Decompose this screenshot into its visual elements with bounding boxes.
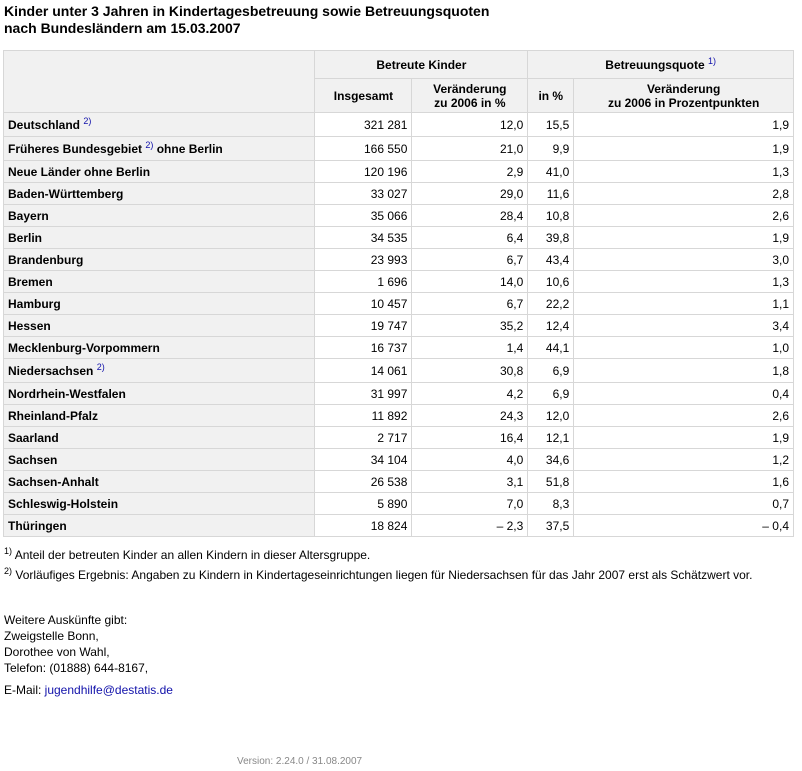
- row-name-label: Brandenburg: [8, 252, 84, 267]
- row-name-label: Sachsen-Anhalt: [8, 474, 99, 489]
- row-name: [4, 337, 315, 359]
- row-name-label: Nordrhein-Westfalen: [8, 386, 126, 401]
- row-name-label: Thüringen: [8, 518, 67, 533]
- cell-veraenderung-prozentpunkte: 2,6: [574, 405, 794, 427]
- table-row: [4, 493, 794, 515]
- cell-insgesamt: 1 696: [315, 271, 412, 293]
- page-title: [4, 3, 784, 37]
- title-line-1: Kinder unter 3 Jahren in Kindertagesbetreuung sowie Betreuungsquoten: [4, 3, 490, 19]
- row-name-label: Neue Länder ohne Berlin: [8, 164, 151, 179]
- cell-quote: 9,9: [528, 137, 574, 161]
- table-row: [4, 383, 794, 405]
- row-name-label: Hessen: [8, 318, 51, 333]
- cell-insgesamt: 26 538: [315, 471, 412, 493]
- cell-veraenderung-prozent: 6,7: [412, 293, 528, 315]
- cell-insgesamt: 31 997: [315, 383, 412, 405]
- table-row: [4, 471, 794, 493]
- header-insgesamt: Insgesamt: [315, 79, 412, 113]
- cell-quote: 10,6: [528, 271, 574, 293]
- footnote-ref: 2): [83, 115, 92, 126]
- table-row: [4, 205, 794, 227]
- cell-veraenderung-prozent: 24,3: [412, 405, 528, 427]
- row-name-suffix: ohne Berlin: [153, 141, 223, 156]
- row-name-label: Schleswig-Holstein: [8, 496, 119, 511]
- cell-quote: 39,8: [528, 227, 574, 249]
- table-row: [4, 183, 794, 205]
- cell-veraenderung-prozent: 2,9: [412, 161, 528, 183]
- table-row: [4, 315, 794, 337]
- footnote-ref: 1): [707, 55, 716, 66]
- cell-quote: 44,1: [528, 337, 574, 359]
- header-veraenderung-pp-line1: Veränderung: [646, 81, 721, 96]
- cell-veraenderung-prozentpunkte: 0,7: [574, 493, 794, 515]
- row-name-label: Bayern: [8, 208, 49, 223]
- data-table: [3, 50, 794, 537]
- cell-veraenderung-prozentpunkte: 1,9: [574, 113, 794, 137]
- cell-veraenderung-prozent: 21,0: [412, 137, 528, 161]
- table-row: [4, 449, 794, 471]
- cell-veraenderung-prozent: – 2,3: [412, 515, 528, 537]
- row-name-label: Sachsen: [8, 452, 58, 467]
- cell-insgesamt: 19 747: [315, 315, 412, 337]
- cell-veraenderung-prozentpunkte: 3,0: [574, 249, 794, 271]
- cell-quote: 6,9: [528, 359, 574, 383]
- cell-insgesamt: 34 535: [315, 227, 412, 249]
- cell-veraenderung-prozentpunkte: 1,9: [574, 427, 794, 449]
- row-name: [4, 449, 315, 471]
- cell-veraenderung-prozentpunkte: 1,0: [574, 337, 794, 359]
- cell-veraenderung-prozentpunkte: 0,4: [574, 383, 794, 405]
- footnote-ref: 2): [145, 139, 154, 150]
- cell-veraenderung-prozentpunkte: 1,3: [574, 271, 794, 293]
- row-name: [4, 161, 315, 183]
- cell-veraenderung-prozentpunkte: 2,6: [574, 205, 794, 227]
- row-name-label: Bremen: [8, 274, 53, 289]
- cell-veraenderung-prozentpunkte: 3,4: [574, 315, 794, 337]
- footnote-mark: 1): [4, 546, 13, 556]
- table-row: [4, 137, 794, 161]
- cell-insgesamt: 35 066: [315, 205, 412, 227]
- cell-quote: 12,1: [528, 427, 574, 449]
- cell-veraenderung-prozentpunkte: 1,2: [574, 449, 794, 471]
- cell-quote: 43,4: [528, 249, 574, 271]
- contact-line-2: Zweigstelle Bonn,: [4, 629, 99, 643]
- cell-quote: 22,2: [528, 293, 574, 315]
- cell-veraenderung-prozent: 4,2: [412, 383, 528, 405]
- contact-info: [4, 612, 173, 698]
- cell-insgesamt: 10 457: [315, 293, 412, 315]
- cell-veraenderung-prozent: 6,4: [412, 227, 528, 249]
- cell-insgesamt: 2 717: [315, 427, 412, 449]
- header-veraenderung-pp-line2: zu 2006 in Prozentpunkten: [607, 95, 760, 110]
- cell-veraenderung-prozent: 7,0: [412, 493, 528, 515]
- cell-insgesamt: 166 550: [315, 137, 412, 161]
- footnotes: [4, 548, 752, 588]
- version-info: Version: 2.24.0 / 31.08.2007: [237, 756, 363, 767]
- cell-insgesamt: 5 890: [315, 493, 412, 515]
- table-row: [4, 427, 794, 449]
- cell-veraenderung-prozentpunkte: 1,9: [574, 227, 794, 249]
- row-name-label: Hamburg: [8, 296, 61, 311]
- row-name: [4, 249, 315, 271]
- cell-veraenderung-prozentpunkte: 2,8: [574, 183, 794, 205]
- footnote-text: Anteil der betreuten Kinder an allen Kindern in dieser Altersgruppe.: [12, 548, 371, 562]
- table-row: [4, 405, 794, 427]
- table-row: [4, 227, 794, 249]
- cell-insgesamt: 16 737: [315, 337, 412, 359]
- cell-insgesamt: 18 824: [315, 515, 412, 537]
- cell-quote: 11,6: [528, 183, 574, 205]
- table-row: [4, 161, 794, 183]
- row-name: [4, 405, 315, 427]
- cell-quote: 6,9: [528, 383, 574, 405]
- table-row: [4, 515, 794, 537]
- row-name-label: Berlin: [8, 230, 43, 245]
- cell-veraenderung-prozent: 14,0: [412, 271, 528, 293]
- cell-veraenderung-prozent: 16,4: [412, 427, 528, 449]
- table-body: [4, 113, 794, 537]
- cell-insgesamt: 34 104: [315, 449, 412, 471]
- row-name: [4, 293, 315, 315]
- row-name: [4, 227, 315, 249]
- row-name: [4, 205, 315, 227]
- row-name-label: Niedersachsen: [8, 363, 94, 378]
- table-row: [4, 293, 794, 315]
- header-veraenderung-prozent: [412, 79, 528, 113]
- footnote-1: [4, 548, 752, 563]
- cell-veraenderung-prozentpunkte: 1,3: [574, 161, 794, 183]
- row-name-label: Saarland: [8, 430, 59, 445]
- cell-quote: 51,8: [528, 471, 574, 493]
- cell-insgesamt: 11 892: [315, 405, 412, 427]
- row-name-label: Baden-Württemberg: [8, 186, 124, 201]
- row-name: [4, 137, 315, 161]
- row-name-label: Deutschland: [8, 117, 81, 132]
- cell-veraenderung-prozentpunkte: – 0,4: [574, 515, 794, 537]
- cell-veraenderung-prozentpunkte: 1,8: [574, 359, 794, 383]
- header-betreute-kinder: Betreute Kinder: [315, 51, 528, 79]
- table-row: [4, 359, 794, 383]
- header-veraenderung-line1: Veränderung: [433, 81, 507, 96]
- row-name: [4, 383, 315, 405]
- cell-veraenderung-prozent: 3,1: [412, 471, 528, 493]
- row-name: [4, 493, 315, 515]
- cell-quote: 8,3: [528, 493, 574, 515]
- contact-email-line: [4, 682, 173, 698]
- cell-veraenderung-prozentpunkte: 1,9: [574, 137, 794, 161]
- cell-veraenderung-prozent: 28,4: [412, 205, 528, 227]
- footnote-2: [4, 568, 752, 583]
- cell-veraenderung-prozentpunkte: 1,6: [574, 471, 794, 493]
- cell-insgesamt: 23 993: [315, 249, 412, 271]
- row-name: [4, 183, 315, 205]
- table-row: [4, 337, 794, 359]
- cell-quote: 34,6: [528, 449, 574, 471]
- row-name: [4, 471, 315, 493]
- cell-insgesamt: 14 061: [315, 359, 412, 383]
- row-name-label: Mecklenburg-Vorpommern: [8, 340, 160, 355]
- footnote-text: Vorläufiges Ergebnis: Angaben zu Kindern in Kindertageseinrichtungen liegen für Niedersachsen für das Jahr 2007 erst als Schätzwert vor.: [12, 568, 753, 582]
- row-name-label: Rheinland-Pfalz: [8, 408, 99, 423]
- title-line-2: nach Bundesländern am 15.03.2007: [4, 20, 241, 36]
- cell-veraenderung-prozent: 4,0: [412, 449, 528, 471]
- cell-veraenderung-prozent: 30,8: [412, 359, 528, 383]
- row-name: [4, 113, 315, 137]
- table-row: [4, 271, 794, 293]
- cell-quote: 10,8: [528, 205, 574, 227]
- cell-quote: 12,4: [528, 315, 574, 337]
- cell-veraenderung-prozent: 1,4: [412, 337, 528, 359]
- email-label: E-Mail:: [4, 683, 45, 697]
- cell-veraenderung-prozent: 6,7: [412, 249, 528, 271]
- cell-quote: 15,5: [528, 113, 574, 137]
- footnote-ref: 2): [96, 361, 105, 372]
- table-row: [4, 113, 794, 137]
- email-link[interactable]: jugendhilfe@destatis.de: [44, 683, 173, 697]
- contact-line-1: Weitere Auskünfte gibt:: [4, 613, 128, 627]
- cell-insgesamt: 33 027: [315, 183, 412, 205]
- table-row: [4, 249, 794, 271]
- row-name: [4, 271, 315, 293]
- cell-insgesamt: 321 281: [315, 113, 412, 137]
- row-name-label: Früheres Bundesgebiet: [8, 141, 143, 156]
- cell-quote: 12,0: [528, 405, 574, 427]
- cell-veraenderung-prozent: 29,0: [412, 183, 528, 205]
- contact-line-4: Telefon: (01888) 644-8167,: [4, 661, 149, 675]
- cell-quote: 37,5: [528, 515, 574, 537]
- header-betreuungsquote-label: Betreuungsquote: [605, 57, 705, 72]
- contact-line-3: Dorothee von Wahl,: [4, 645, 110, 659]
- cell-quote: 41,0: [528, 161, 574, 183]
- header-betreuungsquote: [528, 51, 794, 79]
- cell-veraenderung-prozent: 12,0: [412, 113, 528, 137]
- cell-veraenderung-prozent: 35,2: [412, 315, 528, 337]
- row-name: [4, 427, 315, 449]
- cell-insgesamt: 120 196: [315, 161, 412, 183]
- cell-veraenderung-prozentpunkte: 1,1: [574, 293, 794, 315]
- header-in-prozent: in %: [528, 79, 574, 113]
- row-name: [4, 359, 315, 383]
- header-empty-cell: [4, 51, 315, 113]
- footnote-mark: 2): [4, 566, 13, 576]
- header-veraenderung-prozentpunkte: [574, 79, 794, 113]
- header-veraenderung-line2: zu 2006 in %: [434, 95, 506, 110]
- row-name: [4, 515, 315, 537]
- row-name: [4, 315, 315, 337]
